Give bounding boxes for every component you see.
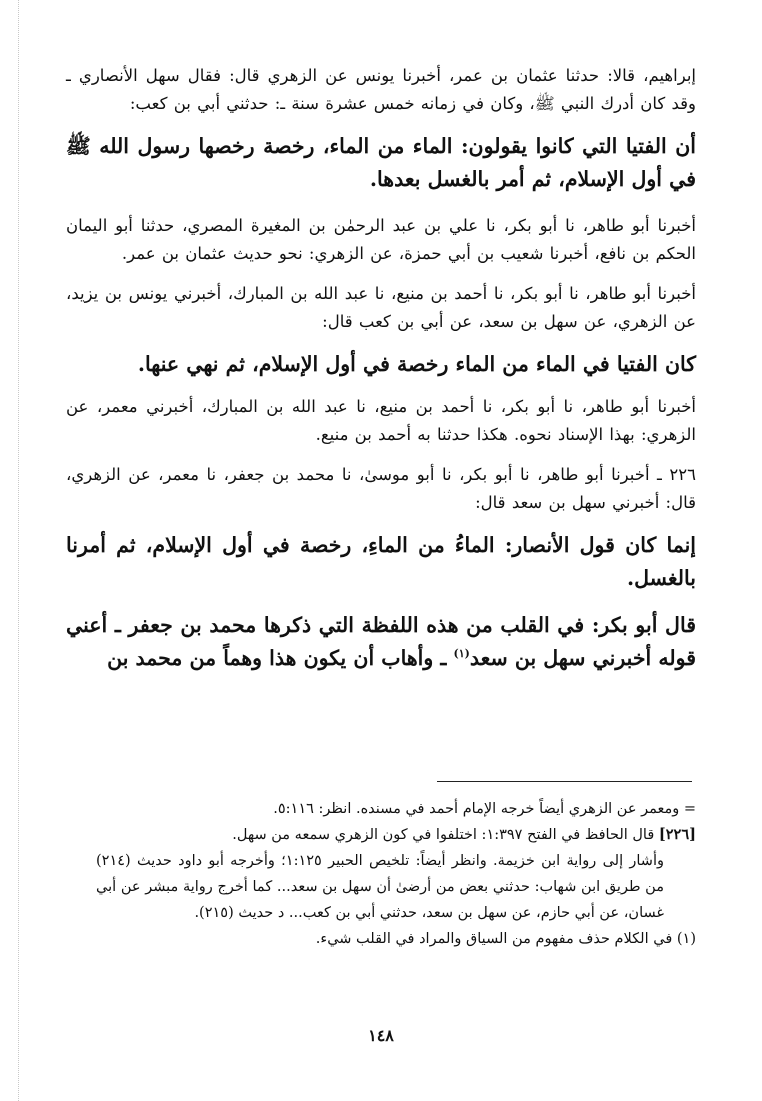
footnote-1: (١) في الكلام حذف مفهوم من السياق والمراد في القلب شيء.: [315, 931, 696, 947]
paragraph-isnad-4: أخبرنا أبو طاهر، نا أبو بكر، نا أحمد بن منيع، نا عبد الله بن المبارك، أخبرني معمر، عن الزهري: بهذا الإسناد نحوه. هكذا حدثنا به أحمد بن منيع.: [66, 397, 696, 444]
footnote-226-text: قال الحافظ في الفتح ١:٣٩٧: اختلفوا في كون الزهري سمعه من سهل.: [232, 827, 659, 843]
hadith-text-3: إنما كان قول الأنصار: الماءُ من الماءِ، رخصة في أول الإسلام، ثم أمرنا بالغسل.: [66, 533, 696, 590]
main-text: [66, 62, 696, 675]
hadith-text-1: أن الفتيا التي كانوا يقولون: الماء من الماء، رخصة رخصها رسول الله ﷺ في أول الإسلام، ثم أمر بالغسل بعدها.: [66, 134, 696, 191]
scan-edge: [18, 0, 19, 1101]
commentary-part-1: قال أبو بكر: في القلب من هذه اللفظة التي ذكرها محمد بن جعفر ـ أعني قوله أخبرني سهل بن سعد: [66, 613, 696, 670]
footnote-226: [96, 822, 696, 848]
paragraph-isnad-1: إبراهيم، قالا: حدثنا عثمان بن عمر، أخبرنا يونس عن الزهري قال: فقال سهل الأنصاري ـ وقد كان أدرك النبي ﷺ، وكان في زمانه خمس عشرة سنة ـ: حدثني أبي بن كعب:: [66, 66, 696, 113]
paragraph-isnad-2: أخبرنا أبو طاهر، نا أبو بكر، نا علي بن عبد الرحمٰن بن المغيرة المصري، حدثنا أبو اليمان الحكم بن نافع، أخبرنا شعيب بن أبي حمزة، عن الزهري: نحو حديث عثمان بن عمر.: [66, 216, 696, 263]
hadith-text-2: كان الفتيا في الماء من الماء رخصة في أول الإسلام، ثم نهي عنها.: [137, 352, 696, 376]
footnote-226-continued: وأشار إلى رواية ابن خزيمة. وانظر أيضاً: تلخيص الحبير ١:١٢٥؛ وأخرجه أبو داود حديث (٢١٤) من طريق ابن شهاب: حدثني بعض من أرضىٰ أن سهل بن سعد... كما أخرج رواية مبشر عن أبي غسان، عن أبي حازم، عن سهل بن سعد، حدثني أبي بن كعب... د حديث (٢١٥).: [96, 853, 664, 921]
paragraph-hadith-226: ٢٢٦ ـ أخبرنا أبو طاهر، نا أبو بكر، نا أبو موسىٰ، نا محمد بن جعفر، نا معمر، عن الزهري، قال: أخبرني سهل بن سعد قال:: [66, 465, 696, 512]
footnotes: [96, 796, 696, 952]
footnote-marker: (١): [453, 647, 470, 661]
footnote-226-number: [٢٢٦]: [658, 826, 696, 843]
commentary-abu-bakr: [66, 609, 696, 675]
footnote-divider: [437, 781, 692, 782]
page-number: ١٤٨: [368, 1026, 394, 1045]
commentary-part-2: ـ وأهاب أن يكون هذا وهماً من محمد بن: [107, 646, 454, 670]
paragraph-isnad-3: أخبرنا أبو طاهر، نا أبو بكر، نا أحمد بن منيع، نا عبد الله بن المبارك، أخبرني يونس بن يزيد، عن الزهري، عن سهل بن سعد، عن أبي بن كعب قال:: [66, 284, 696, 331]
footnote-continuation: = ومعمر عن الزهري أيضاً خرجه الإمام أحمد في مسنده. انظر: ٥:١١٦.: [273, 801, 696, 817]
